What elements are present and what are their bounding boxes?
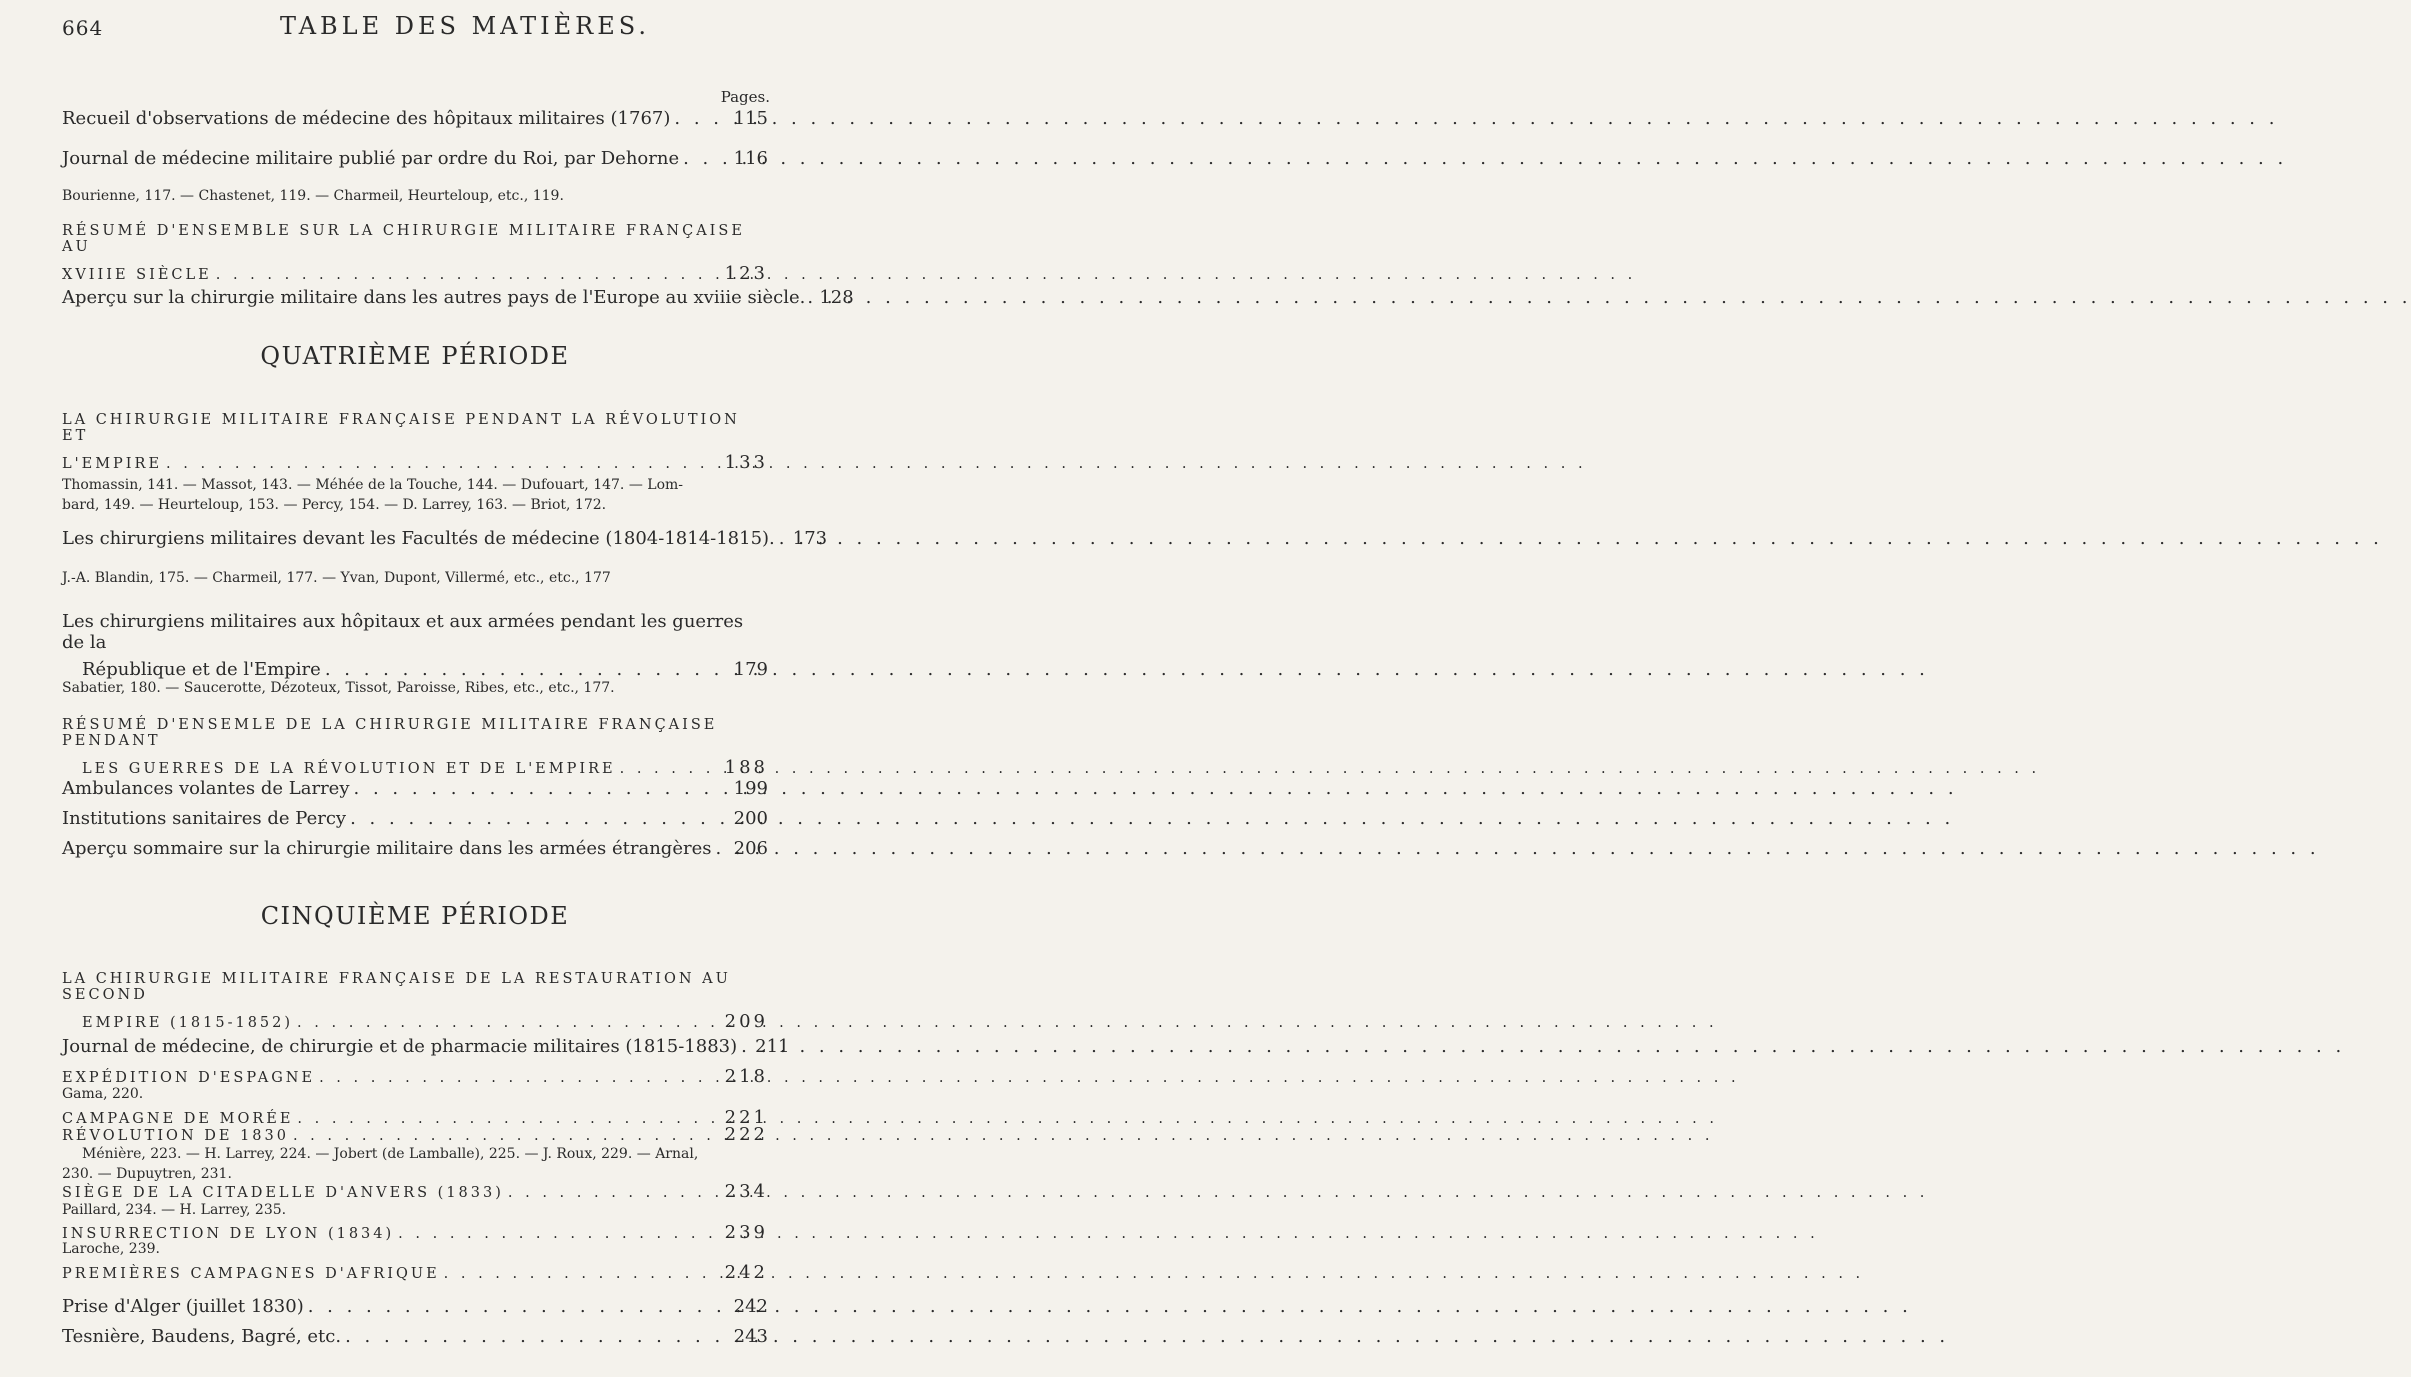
toc-subnote: Paillard, 234. — H. Larrey, 235. [62, 1202, 287, 1218]
toc-subnote: Bourienne, 117. — Chastenet, 119. — Charmeil, Heurteloup, etc., 119. [62, 188, 564, 204]
toc-page: 188 [724, 757, 768, 778]
toc-entry-heading: LA CHIRURGIE MILITAIRE FRANÇAISE PENDANT LA RÉVOLUTION ET L'EMPIRE . . . 133 [62, 412, 768, 473]
running-title: TABLE DES MATIÈRES. [280, 12, 650, 40]
page-number: 664 [62, 16, 104, 40]
toc-page: 179 [733, 659, 768, 680]
toc-entry: Institutions sanitaires de Percy . . . 200 [62, 808, 768, 829]
pages-column-label: Pages. [720, 88, 770, 106]
toc-subnote: Laroche, 239. [62, 1241, 160, 1257]
toc-page: 116 [733, 148, 768, 169]
toc-page: 209 [724, 1011, 768, 1032]
toc-page: 200 [733, 808, 768, 829]
toc-entry: Recueil d'observations de médecine des hôpitaux militaires (1767) . . . 115 [62, 108, 768, 129]
toc-entry: Tesnière, Baudens, Bagré, etc. . . . 243 [62, 1326, 768, 1347]
toc-entry-heading: LA CHIRURGIE MILITAIRE FRANÇAISE DE LA RESTAURATION AU SECOND EMPIRE (1815-1852) . . . 209 [62, 971, 768, 1032]
toc-subnote: Thomassin, 141. — Massot, 143. — Méhée de la Touche, 144. — Dufouart, 147. — Lom- bard, 149. — Heurteloup, 153. — Percy, 154. — D. Larrey, 163. — Briot, 172. [62, 477, 683, 513]
toc-page: 123 [724, 263, 768, 284]
period-heading: CINQUIÈME PÉRIODE [260, 902, 570, 930]
toc-page: 206 [733, 838, 768, 859]
toc-entry-heading: CAMPAGNE DE MORÉE . . . 221 [62, 1107, 768, 1128]
toc-page: 133 [724, 452, 768, 473]
toc-entry: Les chirurgiens militaires aux hôpitaux et aux armées pendant les guerres de la République et de l'Empire . . . 179 [62, 611, 768, 680]
period-heading: QUATRIÈME PÉRIODE [260, 342, 570, 370]
toc-page: 242 [724, 1262, 768, 1283]
book-page [0, 0, 854, 1377]
toc-subnote: Ménière, 223. — H. Larrey, 224. — Jobert (de Lamballe), 225. — J. Roux, 229. — Arnal, 230. — Dupuytren, 231. [62, 1146, 699, 1182]
toc-entry-heading: RÉSUMÉ D'ENSEMLE DE LA CHIRURGIE MILITAIRE FRANÇAISE PENDANT LES GUERRES DE LA RÉVOLUTION ET DE L'EMPIRE . . . 188 [62, 717, 768, 778]
toc-page: 222 [724, 1124, 768, 1145]
toc-entry: Aperçu sur la chirurgie militaire dans les autres pays de l'Europe au xviiie siècle. . . . 128 [62, 287, 768, 308]
toc-entry: Journal de médecine militaire publié par ordre du Roi, par Dehorne . . . 116 [62, 148, 768, 169]
toc-entry-heading: RÉVOLUTION DE 1830 . . . 222 [62, 1124, 768, 1145]
toc-page: 243 [733, 1326, 768, 1347]
toc-page: 234 [724, 1181, 768, 1202]
toc-page: 221 [724, 1107, 768, 1128]
toc-entry: Aperçu sommaire sur la chirurgie militaire dans les armées étrangères . . . 206 [62, 838, 768, 859]
toc-page: 211 [755, 1036, 790, 1057]
toc-page: 199 [733, 778, 768, 799]
toc-page: 242 [733, 1296, 768, 1317]
toc-page: 239 [724, 1222, 768, 1243]
toc-page: 173 [792, 528, 828, 549]
toc-entry: Prise d'Alger (juillet 1830) . . . 242 [62, 1296, 768, 1317]
toc-entry-heading: SIÈGE DE LA CITADELLE D'ANVERS (1833) . . . 234 [62, 1181, 768, 1202]
toc-subnote: Gama, 220. [62, 1086, 144, 1102]
toc-page: 115 [733, 108, 768, 129]
toc-entry-heading: RÉSUMÉ D'ENSEMBLE SUR LA CHIRURGIE MILITAIRE FRANÇAISE AU XVIIIE SIÈCLE . . . 123 [62, 223, 768, 284]
toc-entry: Les chirurgiens militaires devant les Facultés de médecine (1804-1814-1815). . . . 173 [62, 528, 768, 549]
toc-page: 218 [724, 1066, 768, 1087]
toc-page: 128 [819, 287, 854, 308]
toc-entry: Journal de médecine, de chirurgie et de pharmacie militaires (1815-1883) . . . 211 [62, 1036, 768, 1057]
running-header [62, 8, 762, 48]
toc-entry-heading: INSURRECTION DE LYON (1834) . . . 239 [62, 1222, 768, 1243]
toc-entry-heading: PREMIÈRES CAMPAGNES D'AFRIQUE . . . 242 [62, 1262, 768, 1283]
toc-entry-heading: EXPÉDITION D'ESPAGNE . . . 218 [62, 1066, 768, 1087]
toc-subnote: Sabatier, 180. — Saucerotte, Dézoteux, Tissot, Paroisse, Ribes, etc., etc., 177. [62, 680, 615, 696]
toc-subnote: J.-A. Blandin, 175. — Charmeil, 177. — Yvan, Dupont, Villermé, etc., etc., 177 [62, 570, 611, 586]
toc-entry: Ambulances volantes de Larrey . . . 199 [62, 778, 768, 799]
